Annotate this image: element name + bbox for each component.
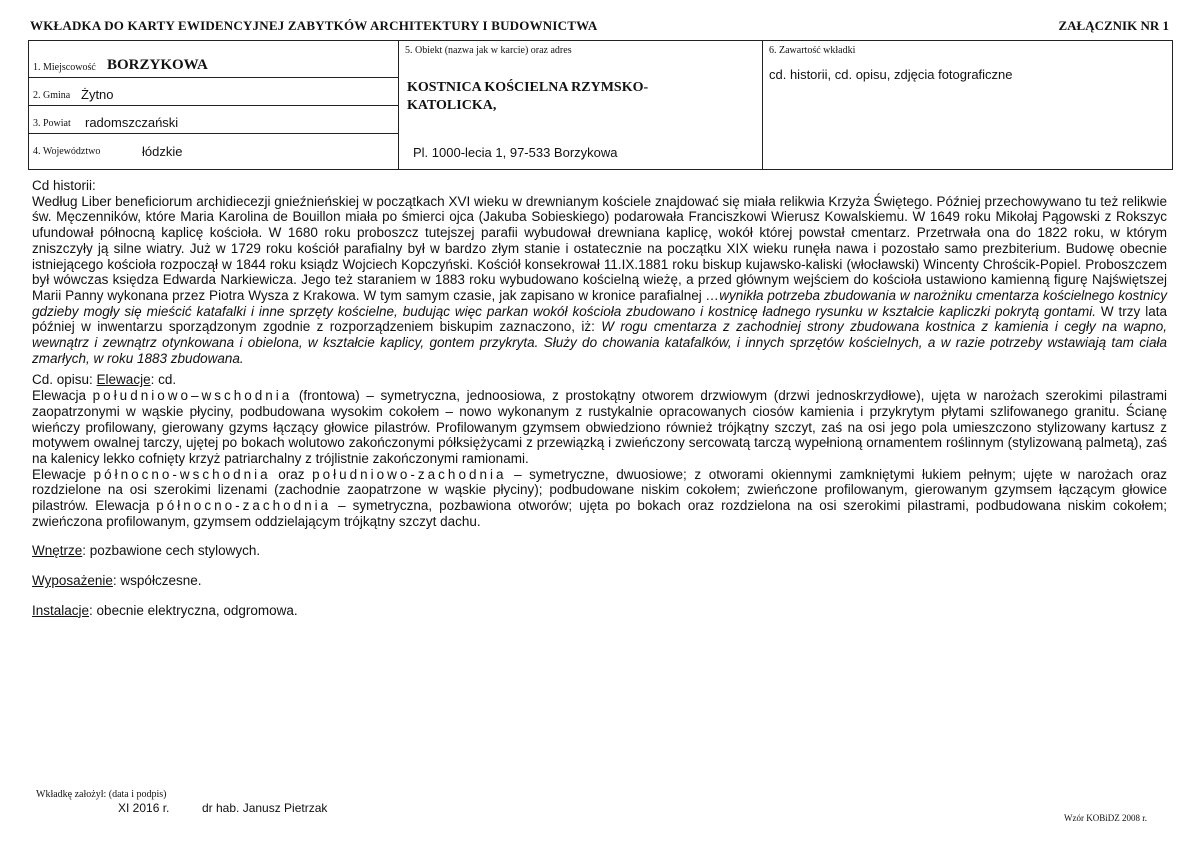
elev1-text: (frontowa) – symetryczna, jednoosiowa, z prostokątny otworem drzwiowym (drzwi jednoskrzydłowe), ujęta w narożach szerokimi pilastrami zaopatrzonymi w wąskie płyciny, podbudowana wysokim cokołem – nowo wykonanym z rustykalnie opracowanych ciosów kamienia i przykrytym płytami szlifowanego granitu. Ścianę wieńczy profilowany, gierowany gzyms łączący głowice pilastrów. Profilowanym gzymsem obwiedziono również trójkątny szczyt, zaś na osi jego pola umieszczono stylizowany kartusz z motywem owalnej tarczy, ujętej po bokach wolutowo zakończonymi półksiężycami z przewiązką i zwieńczony sercowatą tarczą wypełnioną ornamentem roślinnym (stylizowaną palmetą), zaś na kalenicy lekko cofnięty krzyż patriarchalny z trójlistnie zakończonymi ramionami. bbox=[32, 388, 1167, 466]
document-title: WKŁADKA DO KARTY EWIDENCYJNEJ ZABYTKÓW ARCHITEKTURY I BUDOWNICTWA bbox=[30, 18, 598, 33]
elev2-direction-2: południowo-zachodnia bbox=[312, 466, 507, 482]
elevation-front-paragraph bbox=[32, 388, 1167, 467]
document-body bbox=[32, 178, 1167, 619]
object-name-line2: KATOLICKA, bbox=[407, 98, 497, 113]
locality-row bbox=[29, 41, 398, 78]
commune-row bbox=[29, 78, 398, 106]
installations-line bbox=[32, 603, 1167, 619]
contents-column bbox=[763, 41, 1172, 169]
object-name bbox=[407, 79, 747, 115]
annex-number: ZAŁĄCZNIK NR 1 bbox=[1058, 18, 1169, 33]
district-label: 3. Powiat bbox=[33, 118, 71, 129]
description-heading-tail: : cd. bbox=[150, 372, 177, 388]
object-label: 5. Obiekt (nazwa jak w karcie) oraz adres bbox=[405, 45, 572, 56]
interior-line bbox=[32, 543, 1167, 559]
interior-label: Wnętrze bbox=[32, 543, 83, 559]
elevations-word: Elewacje bbox=[96, 372, 151, 388]
voivodeship-label: 4. Województwo bbox=[33, 146, 101, 157]
locality-value: BORZYKOWA bbox=[107, 57, 208, 73]
history-text-1: Według Liber beneficiorum archidiecezji gnieźnieńskiej w początkach XVI wieku w drewnianym kościele znajdować się miała relikwia Krzyża Świętego. Później przechowywano tu też relikwie św. Męczenników, które Maria Karolina de Bouillon miała po śmierci ojca (Jakuba Sobieskiego) podarowała Franciszkowi Wierusz Kowalskiemu. W 1649 roku Mikołaj Pągowski z Rokszyc ufundował północną kaplicę kościoła. W 1680 roku proboszcz tutejszej parafii wybudował drewniana kaplicę, wokół której powstał cmentarz. Przetrwała ona do 1822 roku, w którym zniszczyły ją silne wiatry. Już w 1729 roku kościół parafialny był w bardzo złym stanie i ostatecznie na początku XIX wieku runęła nawa i pozostało samo prezbiterium. Budowę obecnie istniejącego kościoła rozpoczął w 1844 roku ksiądz Wojciech Kopczyński. Kościół konsekrował 11.IX.1881 roku biskup kujawsko-kaliski (włocławski) Wincenty Chrościk-Popiel. Proboszczem był wówczas księdza Edwarda Narkiewicza. Jego też staraniem w 1883 roku wybudowano kościelną wieżę, a przed głównym wejściem do kościoła ustawiono kamienną figurę Najświętszej Marii Panny wykonana przez Piotra Wysza z Krakowa. W tym samym czasie, jak zapisano w kronice parafialnej bbox=[32, 193, 1167, 303]
installations-label: Instalacje bbox=[32, 602, 90, 618]
history-heading: Cd historii: bbox=[32, 178, 96, 193]
district-row bbox=[29, 106, 398, 134]
contents-value: cd. historii, cd. opisu, zdjęcia fotograficzne bbox=[769, 67, 1013, 82]
elev2-text-end: – symetryczna, pozbawiona otworów; ujęta po bokach oraz rozdzielona na osi szerokimi pilastrami, podbudowana niskim cokołem; zwieńczona profilowanym, gzymsem oddzielającym trójkątny szczyt dachu. bbox=[32, 498, 1167, 529]
furnishing-line bbox=[32, 573, 1167, 589]
voivodeship-row bbox=[29, 134, 398, 171]
description-heading-text: Cd. opisu: bbox=[32, 372, 97, 388]
location-column bbox=[29, 41, 399, 169]
elev2-intro: Elewacje bbox=[32, 466, 94, 482]
history-quote-2: W rogu cmentarza z zachodniej strony zbudowana kostnica z kamienia i cegły na wapno, wewnątrz i zewnątrz otynkowana i obielona, w kształcie kaplicy, gontem przykryta. Służy do chowania katafalków, i innych sprzętów kościelnych, a w razie potrzeby wstawiają tam ciała zmarłych, w roku 1883 zbudowana. bbox=[32, 319, 1167, 366]
document-header bbox=[30, 18, 1169, 40]
elev1-direction: południowo–wschodnia bbox=[92, 388, 293, 404]
form-reference: Wzór KOBiDZ 2008 r. bbox=[1064, 813, 1147, 823]
elev2-direction-3: północno-zachodnia bbox=[156, 498, 332, 514]
created-date: XI 2016 r. bbox=[118, 801, 170, 815]
elev2-text: – symetryczne, dwuosiowe; z otworami okiennymi zamkniętymi łukiem pełnym; ujęte w narożach oraz rozdzielone na osi szerokimi lizenami (zachodnie zaopatrzone w wąskie płyciny); podbudowane niskim cokołem; zwieńczone profilowanym, gierowanym gzymsem łączącym głowice pilastrów. Elewacja bbox=[32, 466, 1167, 514]
identification-table bbox=[28, 40, 1173, 170]
description-heading bbox=[32, 372, 1167, 388]
elevation-side-paragraph bbox=[32, 467, 1167, 530]
voivodeship-value: łódzkie bbox=[142, 144, 183, 159]
elev2-direction-1: północno-wschodnia bbox=[93, 466, 271, 482]
installations-text: : obecnie elektryczna, odgromowa. bbox=[89, 602, 298, 618]
created-by-label: Wkładkę założył: (data i podpis) bbox=[36, 789, 167, 800]
locality-label: 1. Miejscowość bbox=[33, 62, 96, 73]
object-name-line1: KOSTNICA KOŚCIELNA RZYMSKO- bbox=[407, 80, 649, 95]
object-column bbox=[399, 41, 763, 169]
history-text-2: W trzy lata później w inwentarzu sporządzonym zgodnie z rozporządzeniem biskupim zaznaczono, iż: bbox=[32, 303, 1167, 335]
commune-label: 2. Gmina bbox=[33, 90, 71, 101]
object-address: Pl. 1000-lecia 1, 97-533 Borzykowa bbox=[413, 145, 618, 160]
commune-value: Żytno bbox=[81, 87, 114, 102]
history-paragraph bbox=[32, 194, 1167, 367]
history-quote-1: …wynikła potrzeba zbudowania w narożniku cmentarza kościelnego kostnicy gdzieby mogły się mieścić katafalki i inne sprzęty kościelne, budując więc parkan wokół kościoła zbudowano i kostnicę ładnego rysunku w kształcie kapliczki pokrytą gontami. bbox=[32, 287, 1167, 319]
furnishing-text: : współczesne. bbox=[112, 573, 202, 589]
elev2-and: oraz bbox=[270, 466, 313, 482]
district-value: radomszczański bbox=[85, 115, 179, 130]
furnishing-label: Wyposażenie bbox=[32, 573, 113, 589]
interior-text: : pozbawione cech stylowych. bbox=[82, 543, 261, 559]
created-author: dr hab. Janusz Pietrzak bbox=[202, 801, 328, 815]
contents-label: 6. Zawartość wkładki bbox=[769, 45, 856, 56]
elev1-intro: Elewacja bbox=[32, 388, 93, 404]
